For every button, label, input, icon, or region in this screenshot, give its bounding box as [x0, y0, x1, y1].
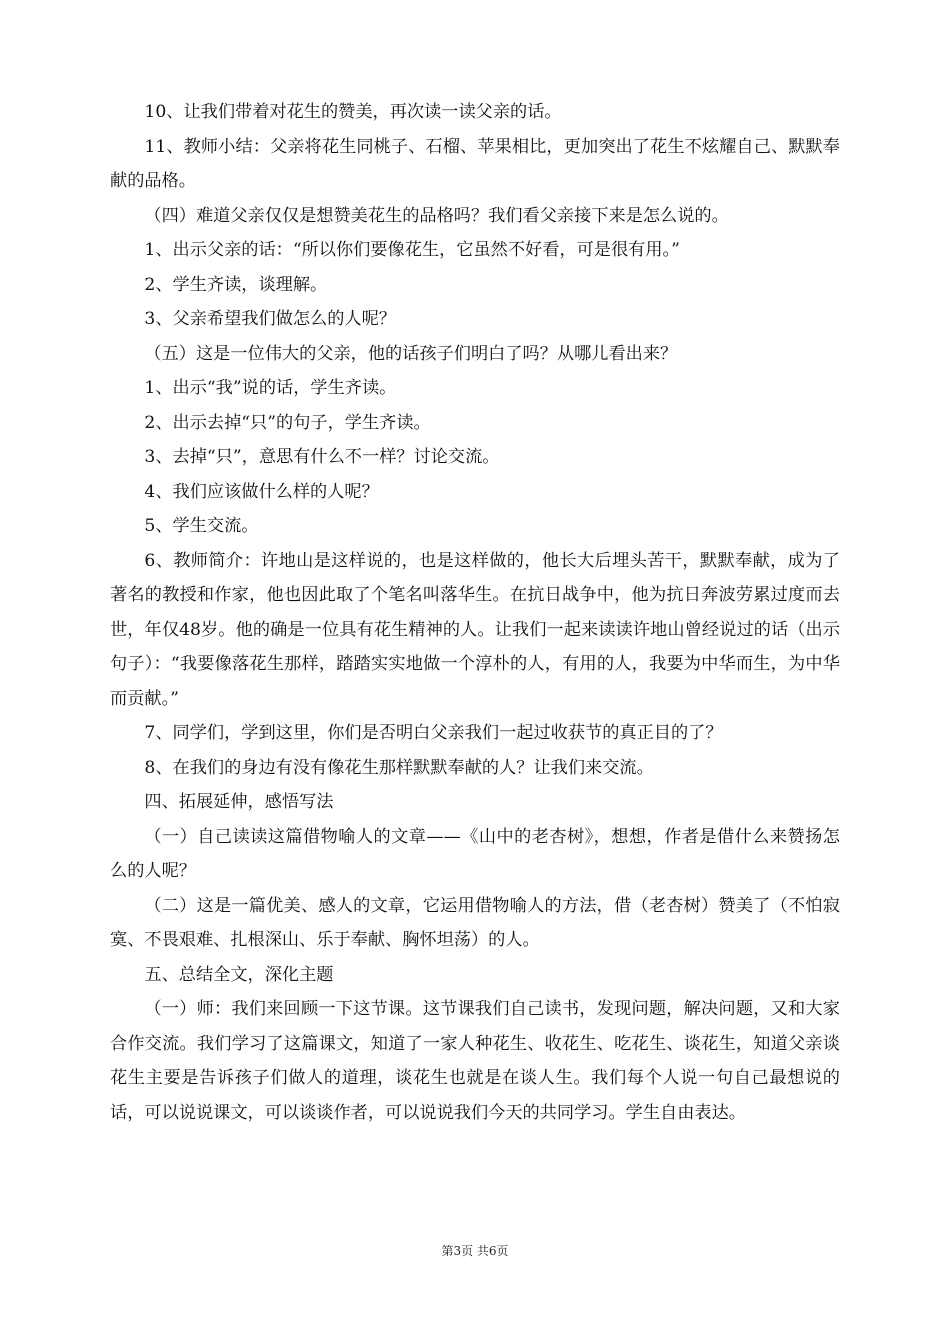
section-5-item-6: 6、教师简介：许地山是这样说的，也是这样做的，他长大后埋头苦干，默默奉献，成为了著名的教授和作家，他也因此取了个笔名叫落华生。在抗日战争中，他为抗日奔波劳累过度而去世，年仅48岁。他的确是一位具有花生精神的人。让我们一起来读读许地山曾经说过的话（出示句子）：“我要像落花生那样，踏踏实实地做一个淳朴的人，有用的人，我要为中华而生，为中华而贡献。”: [110, 550, 840, 709]
paragraph-10: 10、让我们带着对花生的赞美，再次读一读父亲的话。: [144, 102, 562, 122]
section-4-item-3: 3、父亲希望我们做怎么的人呢？: [144, 309, 396, 329]
paragraph-11: 11、教师小结：父亲将花生同桃子、石榴、苹果相比，更加突出了花生不炫耀自己、默默奉献的品格。: [110, 136, 840, 191]
part-4-heading: 四、拓展延伸，感悟写法: [144, 792, 334, 812]
section-5-item-1: 1、出示“我”说的话，学生齐读。: [144, 378, 397, 398]
part-4-item-1: （一）自己读读这篇借物喻人的文章——《山中的老杏树》，想想，作者是借什么来赞扬怎么的人呢？: [110, 826, 840, 881]
part-4-item-2: （二）这是一篇优美、感人的文章，它运用借物喻人的方法，借（老杏树）赞美了（不怕寂寞、不畏艰难、扎根深山、乐于奉献、胸怀坦荡）的人。: [110, 895, 840, 950]
part-5-heading: 五、总结全文，深化主题: [144, 964, 334, 985]
section-5-item-8: 8、在我们的身边有没有像花生那样默默奉献的人？让我们来交流。: [144, 757, 654, 778]
section-5-item-5: 5、学生交流。: [144, 516, 259, 536]
part-5-item-1: （一）师：我们来回顾一下这节课。这节课我们自己读书，发现问题，解决问题，又和大家合作交流。我们学习了这篇课文，知道了一家人种花生、收花生、吃花生、谈花生，知道父亲谈花生主要是告诉孩子们做人的道理，谈花生也就是在谈人生。我们每个人说一句自己最想说的话，可以说说课文，可以谈谈作者，可以说说我们今天的共同学习。学生自由表达。: [110, 999, 840, 1123]
section-5-item-7: 7、同学们，学到这里，你们是否明白父亲我们一起过收获节的真正目的了？: [144, 723, 723, 743]
page-footer: 第3页 共6页: [441, 1244, 509, 1258]
document-body: [110, 95, 840, 1130]
section-5-item-2: 2、出示去掉“只”的句子，学生齐读。: [144, 412, 431, 433]
section-4-heading: （四）难道父亲仅仅是想赞美花生的品格吗？我们看父亲接下来是怎么说的。: [144, 205, 729, 226]
section-5-item-4: 4、我们应该做什么样的人呢？: [144, 481, 379, 502]
section-4-item-1: 1、出示父亲的话：“所以你们要像花生，它虽然不好看，可是很有用。”: [144, 240, 680, 260]
section-4-item-2: 2、学生齐读，谈理解。: [144, 274, 328, 295]
section-5-item-3: 3、去掉“只”，意思有什么不一样？讨论交流。: [144, 447, 500, 467]
section-5-heading: （五）这是一位伟大的父亲，他的话孩子们明白了吗？从哪儿看出来？: [144, 343, 678, 364]
